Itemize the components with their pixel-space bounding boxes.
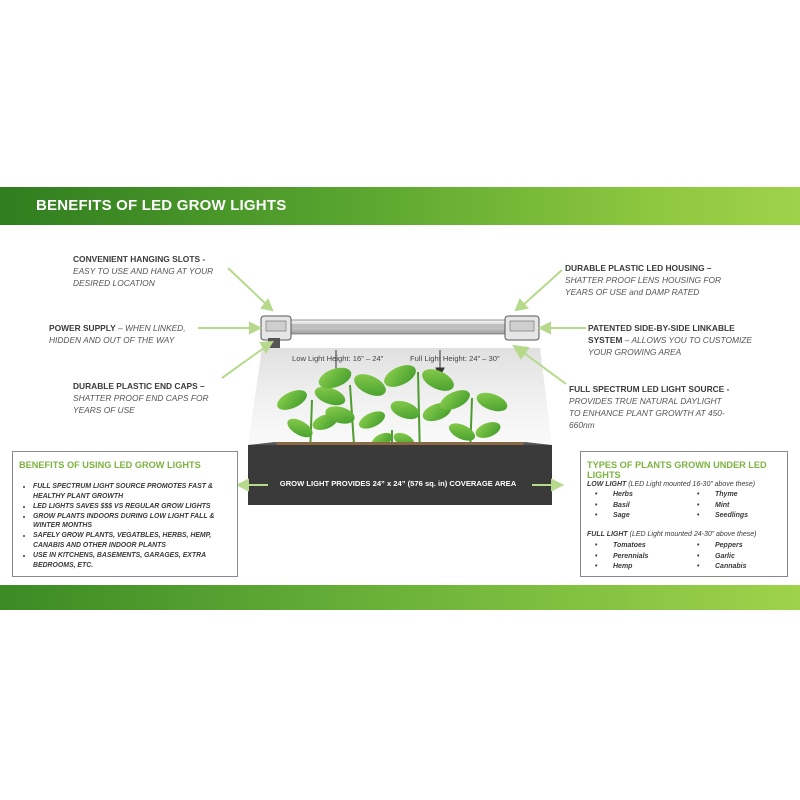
- list-item: • Seedlings: [715, 511, 748, 522]
- benefits-box: [12, 451, 238, 577]
- list-item: • Tomatoes: [613, 541, 648, 552]
- list-item: • GROW PLANTS INDOORS DURING LOW LIGHT FALL & WINTER MONTHS: [33, 512, 239, 531]
- list-item: • Sage: [613, 511, 633, 522]
- callout-linkable-system: [588, 322, 768, 358]
- full-light-label: FULL LIGHT: [587, 531, 628, 538]
- benefits-box-title: BENEFITS OF USING LED GROW LIGHTS: [19, 460, 201, 470]
- callout-title: SYSTEM: [588, 335, 623, 345]
- callout-title: POWER SUPPLY: [49, 323, 116, 333]
- full-light-height-label: Full Light Height: 24” – 30”: [410, 354, 500, 363]
- led-fixture: [261, 316, 539, 348]
- callout-dash: –: [115, 323, 126, 333]
- low-light-plants-left: [613, 490, 633, 522]
- callout-desc: TO ENHANCE PLANT GROWTH AT 450-: [569, 408, 725, 418]
- callout-desc: DESIRED LOCATION: [73, 278, 155, 288]
- plant-types-content: [581, 452, 787, 576]
- low-light-note: (LED Light mounted 16-30” above these): [626, 481, 756, 488]
- plant-types-title: TYPES OF PLANTS GROWN UNDER LED LIGHTS: [587, 460, 767, 480]
- list-item: • Herbs: [613, 490, 633, 501]
- callout-desc: YEARS OF USE: [73, 405, 135, 415]
- callout-desc: WHEN LINKED,: [125, 323, 186, 333]
- callout-light-source: [569, 383, 749, 431]
- banner-title: BENEFITS OF LED GROW LIGHTS: [36, 197, 287, 214]
- callout-led-housing: [565, 262, 745, 298]
- callout-title: DURABLE PLASTIC LED HOUSING –: [565, 263, 712, 273]
- coverage-label: GROW LIGHT PROVIDES 24” x 24” (576 sq. in) COVERAGE AREA: [279, 479, 517, 488]
- callout-desc: 660nm: [569, 420, 595, 430]
- list-item: • Garlic: [715, 552, 747, 563]
- callout-end-caps: [73, 380, 243, 416]
- list-item: • Thyme: [715, 490, 748, 501]
- full-light-note: (LED Light mounted 24-30” above these): [627, 531, 757, 538]
- callout-desc: – ALLOWS YOU TO CUSTOMIZE: [622, 335, 752, 345]
- callout-desc: SHATTER PROOF END CAPS FOR: [73, 393, 209, 403]
- callout-hanging-slots: [73, 253, 253, 289]
- callout-desc: HIDDEN AND OUT OF THE WAY: [49, 335, 175, 345]
- plant-types-box: [580, 451, 788, 577]
- list-item: • Cannabis: [715, 562, 747, 573]
- callout-power-supply: [49, 322, 209, 346]
- list-item: • Hemp: [613, 562, 648, 573]
- list-item: • LED LIGHTS SAVES $$$ VS REGULAR GROW LIGHTS: [33, 502, 239, 512]
- callout-title: PATENTED SIDE-BY-SIDE LINKABLE: [588, 323, 735, 333]
- callout-desc: YOUR GROWING AREA: [588, 347, 682, 357]
- list-item: • Peppers: [715, 541, 747, 552]
- callout-title: DURABLE PLASTIC END CAPS –: [73, 381, 205, 391]
- full-light-plants-right: [715, 541, 747, 573]
- low-light-plants-right: [715, 490, 748, 522]
- callout-desc: YEARS OF USE and DAMP RATED: [565, 287, 700, 297]
- list-item: • SAFELY GROW PLANTS, VEGATBLES, HERBS, HEMP, CANABIS AND OTHER INDOOR PLANTS: [33, 531, 239, 550]
- list-item: • Basil: [613, 501, 633, 512]
- full-light-plants-left: [613, 541, 648, 573]
- list-item: • Mint: [715, 501, 748, 512]
- callout-desc: EASY TO USE AND HANG AT YOUR: [73, 266, 214, 276]
- list-item: • FULL SPECTRUM LIGHT SOURCE PROMOTES FAST & HEALTHY PLANT GROWTH: [33, 482, 239, 501]
- grow-box: [248, 442, 552, 505]
- list-item: • Perennials: [613, 552, 648, 563]
- callout-desc: PROVIDES TRUE NATURAL DAYLIGHT: [569, 396, 722, 406]
- list-item: • USE IN KITCHENS, BASEMENTS, GARAGES, EXTRA BEDROOMS, ETC.: [33, 551, 239, 570]
- callout-title: CONVENIENT HANGING SLOTS -: [73, 254, 206, 264]
- low-light-height-label: Low Light Height: 16” – 24”: [292, 354, 384, 363]
- bottom-banner: [0, 585, 800, 610]
- low-light-label: LOW LIGHT: [587, 481, 627, 488]
- callout-title: FULL SPECTRUM LED LIGHT SOURCE -: [569, 384, 730, 394]
- benefits-list: [21, 482, 239, 571]
- callout-desc: SHATTER PROOF LENS HOUSING FOR: [565, 275, 722, 285]
